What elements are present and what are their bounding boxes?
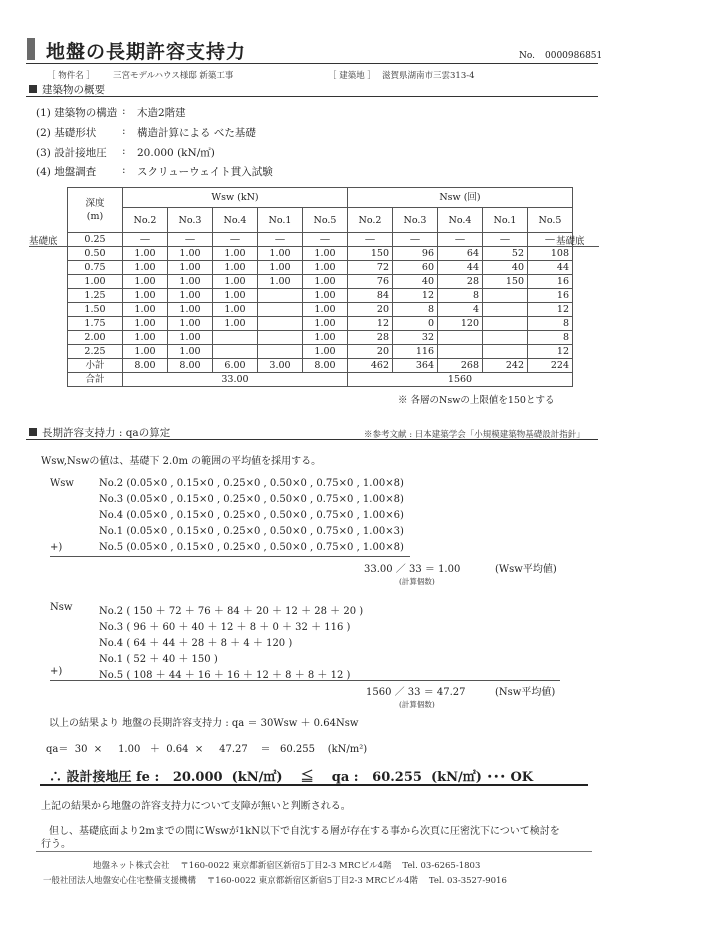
nsw-cell: 44 bbox=[528, 261, 573, 275]
nsw-cell: 120 bbox=[438, 317, 483, 331]
wsw-cell: 1.00 bbox=[168, 261, 213, 275]
nsw-cell: 96 bbox=[393, 247, 438, 261]
overview-label-2: (2) 基礎形状 bbox=[36, 127, 97, 139]
title-rule bbox=[26, 63, 598, 64]
nsw-cell bbox=[483, 331, 528, 345]
wsw-cell: 1.00 bbox=[168, 345, 213, 359]
nsw-col-header: No.5 bbox=[528, 208, 573, 233]
nsw-cell: ― bbox=[528, 233, 573, 247]
nsw-cell: 40 bbox=[483, 261, 528, 275]
caveat-text-line1: 但し、基礎底面より2mまでの間にWswが1kN以下で自沈する層が存在する事から次頁に圧密沈下について検討を bbox=[49, 826, 560, 837]
subtotal-wsw: 8.00 bbox=[123, 359, 168, 373]
wsw-cell: 1.00 bbox=[303, 317, 348, 331]
wsw-cell: 1.00 bbox=[168, 275, 213, 289]
nsw-header: Nsw (回) bbox=[348, 188, 573, 208]
wsw-cell: 1.00 bbox=[168, 303, 213, 317]
wsw-cell: 1.00 bbox=[123, 247, 168, 261]
wsw-cell: 1.00 bbox=[168, 289, 213, 303]
judgement-text: 上記の結果から地盤の許容支持力について支障が無いと判断される。 bbox=[41, 801, 351, 812]
nsw-plus: +) bbox=[50, 666, 63, 677]
wsw-col-header: No.5 bbox=[303, 208, 348, 233]
depth-cell: 1.00 bbox=[68, 275, 123, 289]
property-label: ［ 物件名 ］ bbox=[47, 71, 95, 81]
wsw-cell: 1.00 bbox=[213, 317, 258, 331]
table-row bbox=[68, 275, 573, 289]
wsw-cell bbox=[258, 289, 303, 303]
wsw-cell: 1.00 bbox=[168, 331, 213, 345]
footer-company-2: 一般社団法人地盤安心住宅整備支援機構 〒160-0022 東京都新宿区新宿5丁目2-3 MRCビル4階 Tel. 03-3527-9016 bbox=[43, 876, 507, 886]
nsw-cell: 12 bbox=[528, 303, 573, 317]
wsw-cell: 1.00 bbox=[123, 289, 168, 303]
depth-cell: 0.75 bbox=[68, 261, 123, 275]
wsw-line: No.5 (0.05×0 , 0.15×0 , 0.25×0 , 0.50×0 , 0.75×0 , 1.00×8) bbox=[99, 542, 404, 553]
wsw-cell: ― bbox=[303, 233, 348, 247]
nsw-cell: 8 bbox=[528, 331, 573, 345]
nsw-cell bbox=[483, 289, 528, 303]
footer-rule bbox=[36, 851, 592, 852]
section-qa-text: 長期許容支持力 : qaの算定 bbox=[42, 427, 171, 439]
table-note: ※ 各層のNswの上限値を150とする bbox=[398, 395, 555, 406]
wsw-col-header: No.3 bbox=[168, 208, 213, 233]
section-square-icon bbox=[29, 85, 37, 93]
wsw-cell: 1.00 bbox=[303, 331, 348, 345]
doc-number-label: No. bbox=[519, 51, 535, 61]
nsw-cell: 28 bbox=[348, 331, 393, 345]
nsw-col-header: No.1 bbox=[483, 208, 528, 233]
wsw-cell: ― bbox=[168, 233, 213, 247]
nsw-line: No.5 ( 108 ＋ 44 ＋ 16 ＋ 16 ＋ 12 ＋ 8 ＋ 8 ＋ 12 ) bbox=[99, 670, 351, 681]
nsw-cell: 8 bbox=[438, 289, 483, 303]
nsw-cell bbox=[438, 345, 483, 359]
nsw-col-header: No.2 bbox=[348, 208, 393, 233]
nsw-cell: 72 bbox=[348, 261, 393, 275]
table-row bbox=[68, 317, 573, 331]
wsw-cell: 1.00 bbox=[168, 247, 213, 261]
overview-sep-2: : bbox=[122, 125, 126, 137]
wsw-count-note: (計算個数) bbox=[399, 577, 435, 586]
wsw-col-header: No.1 bbox=[258, 208, 303, 233]
section-overview-text: 建築物の概要 bbox=[42, 84, 105, 96]
subtotal-wsw: 8.00 bbox=[168, 359, 213, 373]
subtotal-nsw: 462 bbox=[348, 359, 393, 373]
wsw-cell bbox=[258, 317, 303, 331]
wsw-line: No.2 (0.05×0 , 0.15×0 , 0.25×0 , 0.50×0 , 0.75×0 , 1.00×8) bbox=[99, 478, 404, 489]
subtotal-wsw: 6.00 bbox=[213, 359, 258, 373]
wsw-cell bbox=[258, 345, 303, 359]
conclusion-rule bbox=[40, 784, 588, 786]
depth-cell: 1.75 bbox=[68, 317, 123, 331]
nsw-cell: 12 bbox=[348, 317, 393, 331]
table-body bbox=[68, 233, 573, 359]
subtotal-nsw: 364 bbox=[393, 359, 438, 373]
wsw-cell: 1.00 bbox=[303, 261, 348, 275]
foundation-line-right bbox=[553, 246, 599, 247]
column-header-row bbox=[68, 208, 573, 233]
wsw-cell: 1.00 bbox=[123, 331, 168, 345]
depth-unit: (m) bbox=[86, 211, 104, 222]
wsw-cell: 1.00 bbox=[213, 303, 258, 317]
depth-cell: 1.50 bbox=[68, 303, 123, 317]
nsw-count-note: (計算個数) bbox=[399, 700, 435, 709]
subtotal-row bbox=[68, 359, 573, 373]
overview-label-4: (4) 地盤調査 bbox=[36, 166, 97, 178]
wsw-label: Wsw bbox=[50, 478, 74, 489]
survey-table bbox=[67, 187, 573, 387]
section-qa-heading bbox=[29, 425, 170, 440]
wsw-cell bbox=[258, 331, 303, 345]
wsw-cell: 1.00 bbox=[303, 303, 348, 317]
overview-value-4: スクリューウェイト貫入試験 bbox=[137, 166, 273, 178]
nsw-cell: 12 bbox=[393, 289, 438, 303]
nsw-cell: 12 bbox=[528, 345, 573, 359]
wsw-cell: 1.00 bbox=[213, 261, 258, 275]
nsw-cell: 108 bbox=[528, 247, 573, 261]
nsw-cell: 64 bbox=[438, 247, 483, 261]
wsw-cell bbox=[258, 303, 303, 317]
nsw-cell: 8 bbox=[528, 317, 573, 331]
nsw-cell: 28 bbox=[438, 275, 483, 289]
depth-header-cell bbox=[68, 188, 123, 233]
section-square-icon bbox=[29, 428, 37, 436]
table-row bbox=[68, 261, 573, 275]
nsw-cell: 40 bbox=[393, 275, 438, 289]
depth-header: 深度 bbox=[85, 198, 105, 209]
wsw-cell: 1.00 bbox=[123, 303, 168, 317]
nsw-col-header: No.3 bbox=[393, 208, 438, 233]
depth-cell: 0.25 bbox=[68, 233, 123, 247]
wsw-plus: +) bbox=[50, 542, 63, 553]
wsw-cell: 1.00 bbox=[213, 289, 258, 303]
wsw-col-header: No.4 bbox=[213, 208, 258, 233]
wsw-cell: 1.00 bbox=[303, 247, 348, 261]
footer-company-1: 地盤ネット株式会社 〒160-0022 東京都新宿区新宿5丁目2-3 MRCビル4階 Tel. 03-6265-1803 bbox=[93, 861, 481, 871]
table-row bbox=[68, 233, 573, 247]
wsw-cell: 1.00 bbox=[213, 275, 258, 289]
wsw-cell: ― bbox=[123, 233, 168, 247]
nsw-cell: 84 bbox=[348, 289, 393, 303]
nsw-cell bbox=[483, 303, 528, 317]
nsw-cell: 4 bbox=[438, 303, 483, 317]
wsw-cell bbox=[213, 331, 258, 345]
table-row bbox=[68, 289, 573, 303]
section-overview-heading bbox=[29, 82, 105, 97]
doc-number: 0000986851 bbox=[545, 51, 603, 61]
nsw-cell: ― bbox=[393, 233, 438, 247]
nsw-cell: 8 bbox=[393, 303, 438, 317]
subtotal-nsw: 224 bbox=[528, 359, 573, 373]
title-marker bbox=[27, 38, 35, 60]
wsw-cell: 1.00 bbox=[258, 247, 303, 261]
depth-cell: 1.25 bbox=[68, 289, 123, 303]
nsw-label: Nsw bbox=[50, 602, 73, 613]
table-row bbox=[68, 331, 573, 345]
wsw-cell: 1.00 bbox=[258, 261, 303, 275]
wsw-result: 33.00 ／ 33 ＝ 1.00 bbox=[364, 564, 461, 575]
wsw-line: No.4 (0.05×0 , 0.15×0 , 0.25×0 , 0.50×0 , 0.75×0 , 1.00×6) bbox=[99, 510, 404, 521]
qa-calculation: qa＝ 30 × 1.00 ＋ 0.64 × 47.27 ＝ 60.255 (kN/m²) bbox=[46, 744, 368, 755]
subtotal-wsw: 3.00 bbox=[258, 359, 303, 373]
nsw-cell: 20 bbox=[348, 303, 393, 317]
nsw-cell: 76 bbox=[348, 275, 393, 289]
table-row bbox=[68, 247, 573, 261]
overview-value-1: 木造2階建 bbox=[137, 107, 186, 119]
nsw-cell: 32 bbox=[393, 331, 438, 345]
wsw-cell: 1.00 bbox=[303, 289, 348, 303]
nsw-cell bbox=[438, 331, 483, 345]
nsw-cell: 20 bbox=[348, 345, 393, 359]
subtotal-label: 小計 bbox=[68, 359, 123, 373]
section-rule bbox=[26, 96, 598, 97]
overview-sep-4: : bbox=[122, 164, 126, 176]
nsw-cell: 44 bbox=[438, 261, 483, 275]
nsw-cell: 16 bbox=[528, 289, 573, 303]
section-rule bbox=[26, 439, 598, 440]
wsw-cell: 1.00 bbox=[123, 317, 168, 331]
qa-formula: 以上の結果より 地盤の長期許容支持力 : qa ＝ 30Wsw ＋ 0.64Nsw bbox=[49, 718, 359, 729]
wsw-cell: 1.00 bbox=[303, 345, 348, 359]
caveat-text-line2: 行う。 bbox=[41, 839, 71, 850]
subtotal-nsw: 242 bbox=[483, 359, 528, 373]
nsw-line: No.2 ( 150 ＋ 72 ＋ 76 ＋ 84 ＋ 20 ＋ 12 ＋ 28 ＋ 20 ) bbox=[99, 606, 364, 617]
nsw-line: No.4 ( 64 ＋ 44 ＋ 28 ＋ 8 ＋ 4 ＋ 120 ) bbox=[99, 638, 293, 649]
overview-label-1: (1) 建築物の構造 bbox=[36, 107, 118, 119]
nsw-result: 1560 ／ 33 ＝ 47.27 bbox=[366, 687, 466, 698]
nsw-cell: ― bbox=[438, 233, 483, 247]
property-value: 三宮モデルハウス様邸 新築工事 bbox=[113, 71, 234, 81]
reference-note: ※参考文献 : 日本建築学会「小規模建築物基礎設計指針」 bbox=[364, 430, 585, 440]
wsw-cell: 1.00 bbox=[213, 247, 258, 261]
wsw-line: No.3 (0.05×0 , 0.15×0 , 0.25×0 , 0.50×0 , 0.75×0 , 1.00×8) bbox=[99, 494, 404, 505]
wsw-result-note: (Wsw平均値) bbox=[495, 564, 557, 575]
nsw-result-note: (Nsw平均値) bbox=[495, 687, 556, 698]
site-label: ［ 建築地 ］ bbox=[328, 71, 376, 81]
depth-cell: 0.50 bbox=[68, 247, 123, 261]
wsw-cell: 1.00 bbox=[258, 275, 303, 289]
depth-cell: 2.00 bbox=[68, 331, 123, 345]
nsw-cell: 16 bbox=[528, 275, 573, 289]
total-nsw: 1560 bbox=[348, 373, 573, 387]
wsw-cell: 1.00 bbox=[123, 275, 168, 289]
total-label: 合計 bbox=[68, 373, 123, 387]
table-row bbox=[68, 345, 573, 359]
wsw-header: Wsw (kN) bbox=[123, 188, 348, 208]
wsw-cell: ― bbox=[258, 233, 303, 247]
nsw-line: No.1 ( 52 ＋ 40 ＋ 150 ) bbox=[99, 654, 218, 665]
wsw-col-header: No.2 bbox=[123, 208, 168, 233]
overview-sep-3: : bbox=[122, 145, 126, 157]
subtotal-wsw: 8.00 bbox=[303, 359, 348, 373]
site-value: 滋賀県湖南市三雲313-4 bbox=[382, 71, 475, 81]
wsw-cell bbox=[213, 345, 258, 359]
wsw-cell: ― bbox=[213, 233, 258, 247]
nsw-cell: 52 bbox=[483, 247, 528, 261]
nsw-cell: 116 bbox=[393, 345, 438, 359]
overview-sep-1: : bbox=[122, 105, 126, 117]
total-row bbox=[68, 373, 573, 387]
foundation-bottom-left: 基礎底 bbox=[29, 236, 58, 247]
nsw-cell bbox=[483, 345, 528, 359]
wsw-cell: 1.00 bbox=[123, 261, 168, 275]
wsw-cell: 1.00 bbox=[303, 275, 348, 289]
nsw-cell: 150 bbox=[348, 247, 393, 261]
wsw-sum-rule bbox=[50, 556, 410, 557]
overview-value-3: 20.000 (kN/㎡) bbox=[137, 147, 215, 159]
table-row bbox=[68, 303, 573, 317]
nsw-sum-rule bbox=[50, 680, 560, 681]
total-wsw: 33.00 bbox=[123, 373, 348, 387]
foundation-bottom-right: 基礎底 bbox=[556, 236, 585, 247]
wsw-line: No.1 (0.05×0 , 0.15×0 , 0.25×0 , 0.50×0 , 0.75×0 , 1.00×3) bbox=[99, 526, 404, 537]
overview-label-3: (3) 設計接地圧 bbox=[36, 147, 107, 159]
depth-cell: 2.25 bbox=[68, 345, 123, 359]
nsw-cell: ― bbox=[348, 233, 393, 247]
page-title: 地盤の長期許容支持力 bbox=[46, 41, 247, 63]
nsw-cell: 150 bbox=[483, 275, 528, 289]
wsw-cell: 1.00 bbox=[123, 345, 168, 359]
overview-value-2: 構造計算による べた基礎 bbox=[137, 127, 256, 139]
nsw-cell bbox=[483, 317, 528, 331]
nsw-col-header: No.4 bbox=[438, 208, 483, 233]
nsw-line: No.3 ( 96 ＋ 60 ＋ 40 ＋ 12 ＋ 8 ＋ 0 ＋ 32 ＋ 116 ) bbox=[99, 622, 351, 633]
wsw-cell: 1.00 bbox=[168, 317, 213, 331]
nsw-cell: ― bbox=[483, 233, 528, 247]
subtotal-nsw: 268 bbox=[438, 359, 483, 373]
average-intro: Wsw,Nswの値は、基礎下 2.0m の範囲の平均値を採用する。 bbox=[41, 456, 322, 467]
nsw-cell: 0 bbox=[393, 317, 438, 331]
foundation-line-left bbox=[29, 246, 67, 247]
conclusion-line: ∴ 設計接地圧 fe : 20.000 (kN/㎡) ≦ qa : 60.255 (kN/㎡) ･･･ OK bbox=[49, 770, 534, 785]
nsw-cell: 60 bbox=[393, 261, 438, 275]
